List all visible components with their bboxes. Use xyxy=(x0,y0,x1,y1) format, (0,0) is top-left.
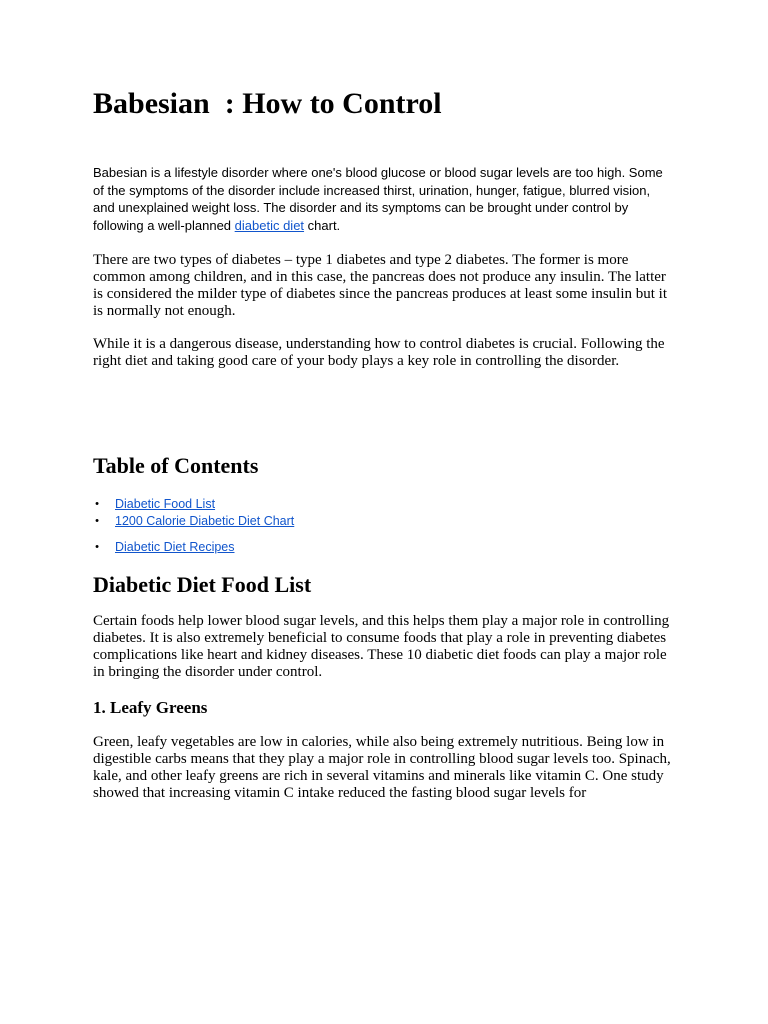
control-paragraph: While it is a dangerous disease, understanding how to control diabetes is crucial. Following the right diet and taking good care of your body plays a key role in controlling the disorder. xyxy=(93,336,665,369)
toc-link-diabetic-food-list[interactable]: Diabetic Food List xyxy=(115,497,216,511)
bullet: • xyxy=(95,541,99,553)
diabetes-types-paragraph: There are two types of diabetes – type 1 diabetes and type 2 diabetes. The former is more common among children, and in this case, the pancreas does not produce any insulin. The latter is considered the milder type of diabetes since the pancreas produces at least some insulin but it is normally not enough. xyxy=(93,252,667,319)
leafy-greens-heading: 1. Leafy Greens xyxy=(93,698,208,717)
intro-text: Babesian is a lifestyle disorder where one's blood glucose or blood sugar levels are too high. Some of the symptoms of the disorder include increased thirst, urination, hunger, fatigue, blurred vision, and unexplained weight loss. The disorder and its symptoms can be brought under control by following a well-planned xyxy=(93,165,663,233)
intro-paragraph xyxy=(93,164,675,234)
toc-link-1200-calorie-chart[interactable]: 1200 Calorie Diabetic Diet Chart xyxy=(115,514,295,528)
bullet: • xyxy=(95,515,99,527)
bullet: • xyxy=(95,498,99,510)
diabetic-diet-link[interactable]: diabetic diet xyxy=(234,217,305,233)
toc-heading: Table of Contents xyxy=(93,453,259,478)
leafy-greens-paragraph: Green, leafy vegetables are low in calories, while also being extremely nutritious. Being low in digestible carbs means that they play a major role in controlling blood sugar levels too. Spinach, kale, and other leafy greens are rich in several vitamins and minerals like vitamin C. One study showed that increasing vitamin C intake reduced the fasting blood sugar levels for xyxy=(93,734,671,801)
page-title: Babesian : How to Control xyxy=(93,87,442,120)
toc-item xyxy=(95,539,235,555)
toc-link-diabetic-diet-recipes[interactable]: Diabetic Diet Recipes xyxy=(115,540,235,554)
food-list-heading: Diabetic Diet Food List xyxy=(93,572,312,597)
toc-item xyxy=(95,513,295,529)
food-list-paragraph: Certain foods help lower blood sugar levels, and this helps them play a major role in controlling diabetes. It is also extremely beneficial to consume foods that play a role in preventing diabetes complications like heart and kidney diseases. These 10 diabetic diet foods can play a major role in bringing the disorder under control. xyxy=(93,613,670,680)
toc-item xyxy=(95,496,216,512)
intro-text-end: chart. xyxy=(304,217,341,233)
